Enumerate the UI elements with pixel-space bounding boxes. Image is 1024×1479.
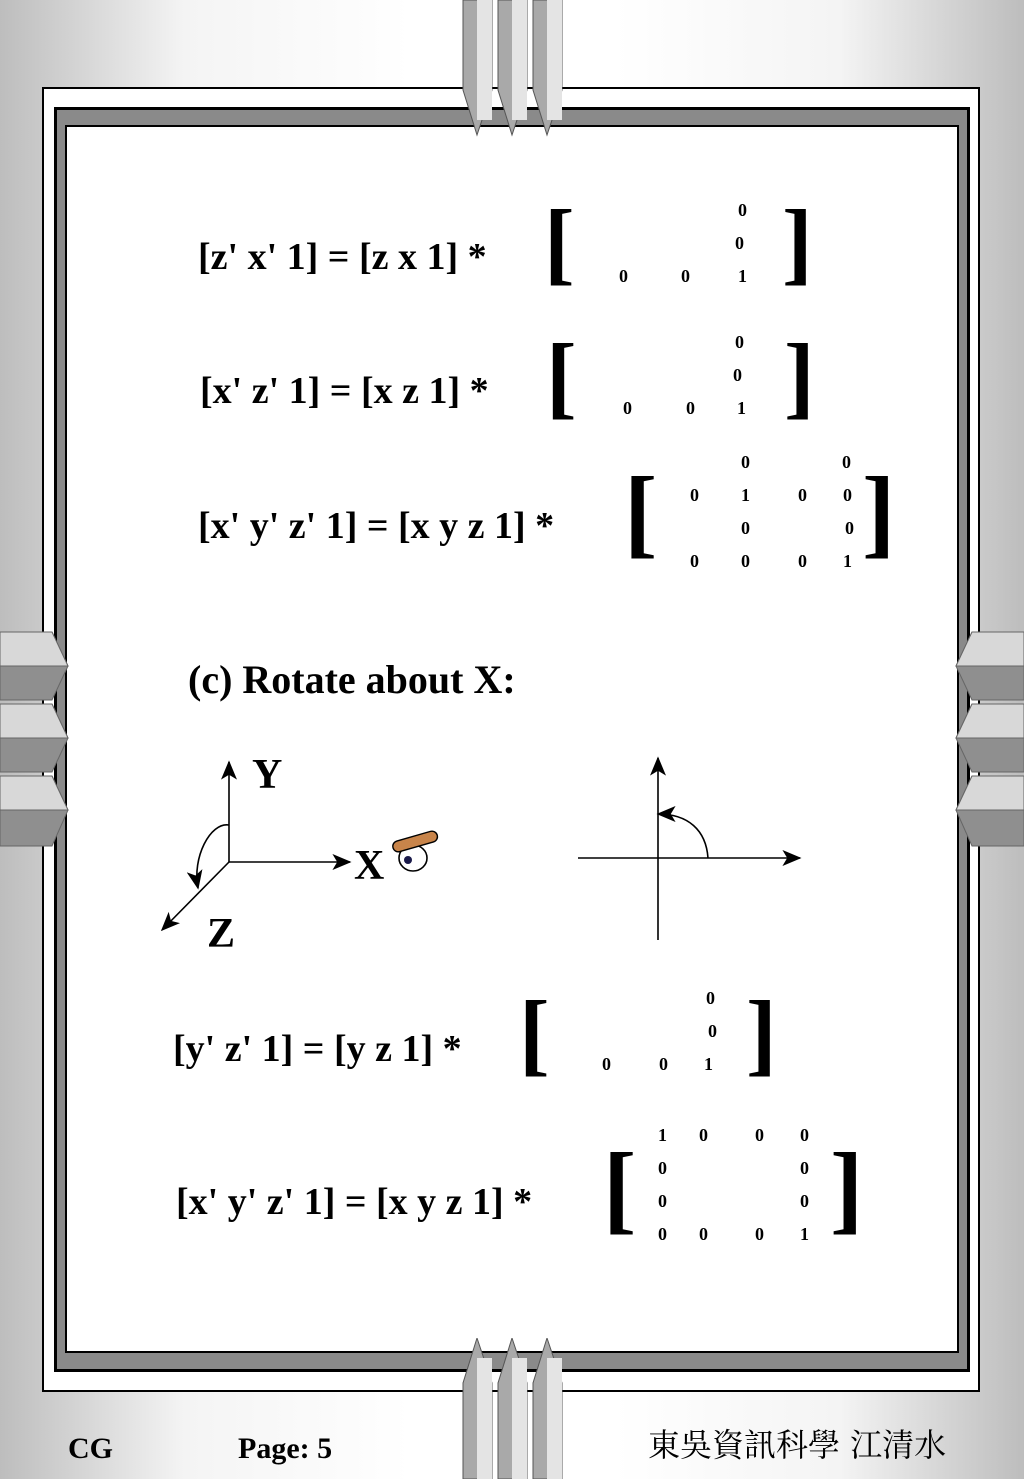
matrix-4-cell: 0 — [708, 1021, 717, 1041]
matrix-5-right-bracket: ] — [830, 1132, 864, 1243]
matrix-4-right-bracket: ] — [746, 982, 777, 1084]
matrix-1-right-bracket: ] — [782, 191, 813, 293]
matrix-2-cell: 0 — [686, 398, 695, 418]
eye-icon — [392, 830, 439, 871]
axis-label-y: Y — [252, 752, 283, 798]
matrix-3-cell: 0 — [843, 485, 852, 505]
matrix-1-left-bracket: [ — [544, 191, 575, 293]
matrix-5-cell: 0 — [755, 1125, 764, 1145]
left-side-tabs — [0, 630, 70, 850]
matrix-3-cell: 0 — [741, 452, 750, 472]
matrix-1-cell: 0 — [738, 200, 747, 220]
slide-content-area — [65, 125, 959, 1353]
matrix-2-left-bracket: [ — [546, 325, 577, 427]
matrix-5-cell: 0 — [658, 1158, 667, 1178]
footer-page-number: Page: 5 — [238, 1432, 333, 1465]
axes-3d-diagram — [150, 750, 450, 960]
equation-4: [y' z' 1] = [y z 1] * — [173, 1028, 462, 1070]
matrix-2-cell: 0 — [735, 332, 744, 352]
footer-course-label: CG — [68, 1432, 113, 1465]
matrix-2-cell: 0 — [623, 398, 632, 418]
matrix-3-cell: 0 — [690, 551, 699, 571]
matrix-1-cell: 0 — [735, 233, 744, 253]
matrix-1-cell: 0 — [681, 266, 690, 286]
section-heading: (c) Rotate about X: — [188, 657, 516, 702]
rotation-arc-2d — [658, 814, 708, 858]
matrix-2-cell: 0 — [733, 365, 742, 385]
rotation-2d-diagram — [570, 750, 810, 945]
matrix-5-cell: 0 — [658, 1224, 667, 1244]
bottom-pillar-decoration — [460, 1338, 565, 1479]
matrix-1-cell: 0 — [619, 266, 628, 286]
matrix-4-cell: 1 — [704, 1054, 713, 1074]
matrix-3-cell: 0 — [798, 485, 807, 505]
matrix-5-cell: 0 — [699, 1125, 708, 1145]
matrix-4-cell: 0 — [602, 1054, 611, 1074]
matrix-2-cell: 1 — [737, 398, 746, 418]
axis-label-x: X — [354, 843, 385, 889]
matrix-4-cell: 0 — [659, 1054, 668, 1074]
matrix-3-cell: 1 — [741, 485, 750, 505]
axis-label-z: Z — [207, 911, 236, 957]
top-pillar-decoration — [460, 0, 565, 140]
matrix-5-cell: 0 — [658, 1191, 667, 1211]
matrix-3-right-bracket: ] — [862, 456, 896, 567]
matrix-3-cell: 0 — [842, 452, 851, 472]
equation-1: [z' x' 1] = [z x 1] * — [198, 236, 487, 278]
matrix-3-cell: 1 — [843, 551, 852, 571]
matrix-5-left-bracket: [ — [603, 1132, 637, 1243]
matrix-4-left-bracket: [ — [519, 982, 550, 1084]
matrix-4-cell: 0 — [706, 988, 715, 1008]
matrix-3-cell: 0 — [845, 518, 854, 538]
matrix-5-cell: 0 — [800, 1191, 809, 1211]
matrix-3-cell: 0 — [741, 551, 750, 571]
equation-3: [x' y' z' 1] = [x y z 1] * — [198, 505, 555, 547]
matrix-5-cell: 0 — [800, 1158, 809, 1178]
matrix-5-cell: 0 — [755, 1224, 764, 1244]
matrix-3-cell: 0 — [741, 518, 750, 538]
matrix-2-right-bracket: ] — [784, 325, 815, 427]
matrix-3-cell: 0 — [798, 551, 807, 571]
matrix-3-left-bracket: [ — [624, 456, 658, 567]
matrix-1-cell: 1 — [738, 266, 747, 286]
right-side-tabs — [954, 630, 1024, 850]
matrix-5-cell: 0 — [699, 1224, 708, 1244]
equation-2: [x' z' 1] = [x z 1] * — [200, 370, 489, 412]
matrix-3-cell: 0 — [690, 485, 699, 505]
matrix-5-cell: 0 — [800, 1125, 809, 1145]
footer-author: 東吳資訊科學 江清水 — [648, 1426, 947, 1464]
equation-5: [x' y' z' 1] = [x y z 1] * — [176, 1181, 533, 1223]
matrix-5-cell: 1 — [800, 1224, 809, 1244]
matrix-5-cell: 1 — [658, 1125, 667, 1145]
